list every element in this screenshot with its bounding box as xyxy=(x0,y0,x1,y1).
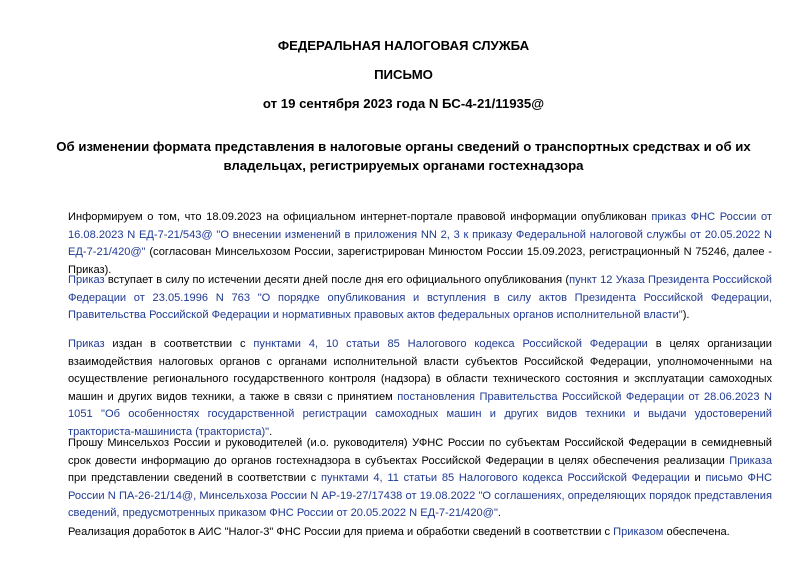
link-presidential-decree[interactable]: пункт 12 Указа Президента Российской Федерации от 23.05.1996 N 763 "О порядке опубликования и вступления в силу актов Президента Российской Федерации, Правительства Российской Федерации и нормативных правовых актов федеральных органов исполнительной власти" xyxy=(68,274,772,322)
link-order-fns-2023[interactable]: приказ ФНС России от 16.08.2023 N ЕД-7-21/543@ "О внесении изменений в приложения NN 2, 3 к приказу Федеральной налоговой службы от 20.05.2022 N ЕД-7-21/420@" xyxy=(68,211,772,259)
paragraph-2 xyxy=(68,272,772,325)
paragraph-4-text-mid: при представлении сведений в соответствии с xyxy=(68,472,322,485)
link-order-short-2[interactable]: Приказ xyxy=(68,338,105,350)
link-tax-code-art85[interactable]: пунктами 4, 10 статьи 85 Налогового кодекса Российской Федерации xyxy=(253,338,648,350)
paragraph-4 xyxy=(68,435,772,523)
letter-subject: Об изменении формата представления в налоговые органы сведений о транспортных средствах и об их владельцах, регистрируемых органами гостехнадзора xyxy=(56,139,751,173)
document-type: ПИСЬМО xyxy=(374,67,433,82)
link-tax-code-art85-p11[interactable]: пунктами 4, 11 статьи 85 Налогового кодекса Российской Федерации xyxy=(321,472,690,485)
paragraph-5 xyxy=(68,524,772,542)
paragraph-5-text-end: обеспечена. xyxy=(663,526,730,538)
paragraph-1-text: Информируем о том, что 18.09.2023 на официальном интернет-портале правовой информации опубликован xyxy=(68,211,652,223)
paragraph-3-text-end: . xyxy=(269,425,273,438)
paragraph-1-text-end: (согласован Минсельхозом России, зарегистрирован Минюстом России 15.09.2023, регистрационный N 75246, далее - Приказ). xyxy=(68,246,772,276)
paragraph-2-text-end: ). xyxy=(682,309,690,322)
paragraph-4-text-end: . xyxy=(497,507,501,520)
paragraph-4-text-and: и xyxy=(689,472,706,485)
paragraph-3-text-mid: в целях организации взаимодействия налоговых органов с органами исполнительной власти субъектов Российской Федерации, уполномоченными на осуществление регионального государственного контроля (надзора) в области технического состояния и эксплуатации самоходных машин и других видов техники, а также в связи с принятием xyxy=(68,338,773,403)
link-order-genitive[interactable]: Приказа xyxy=(729,454,772,467)
agency-title: ФЕДЕРАЛЬНАЯ НАЛОГОВАЯ СЛУЖБА xyxy=(277,38,530,53)
paragraph-4-text: Прошу Минсельхоз России и руководителей (и.о. руководителя) УФНС России по субъектам Российской Федерации в семидневный срок довести информацию до органов гостехнадзора в субъектах Российской Федерации в целях обеспечения реализации xyxy=(68,437,772,467)
document-date-number: от 19 сентября 2023 года N БС-4-21/11935@ xyxy=(262,96,545,111)
link-order-instrumental[interactable]: Приказом xyxy=(613,526,664,538)
paragraph-5-text: Реализация доработок в АИС "Налог-3" ФНС России для приема и обработки сведений в соответствии с xyxy=(68,526,614,538)
link-government-resolution[interactable]: постановления Правительства Российской Федерации от 28.06.2023 N 1051 "Об особенностях государственной регистрации самоходных машин и других видов техники и выдачи удостоверений тракториста-машиниста (тракториста)" xyxy=(68,390,773,438)
link-joint-letter[interactable]: письмо ФНС России N ПА-26-21/14@, Минсельхоза России N АР-19-27/17438 от 19.08.2022 "О соглашениях, определяющих порядок представления сведений, предусмотренных приказом ФНС России от 20.05.2022 N ЕД-7-21/420@" xyxy=(68,472,772,520)
paragraph-3 xyxy=(68,336,772,442)
paragraph-3-text: издан в соответствии с xyxy=(104,338,254,350)
link-order-short[interactable]: Приказ xyxy=(68,274,105,286)
paragraph-1 xyxy=(68,209,772,279)
paragraph-2-text: вступает в силу по истечении десяти дней после дня его официального опубликования ( xyxy=(104,274,570,286)
